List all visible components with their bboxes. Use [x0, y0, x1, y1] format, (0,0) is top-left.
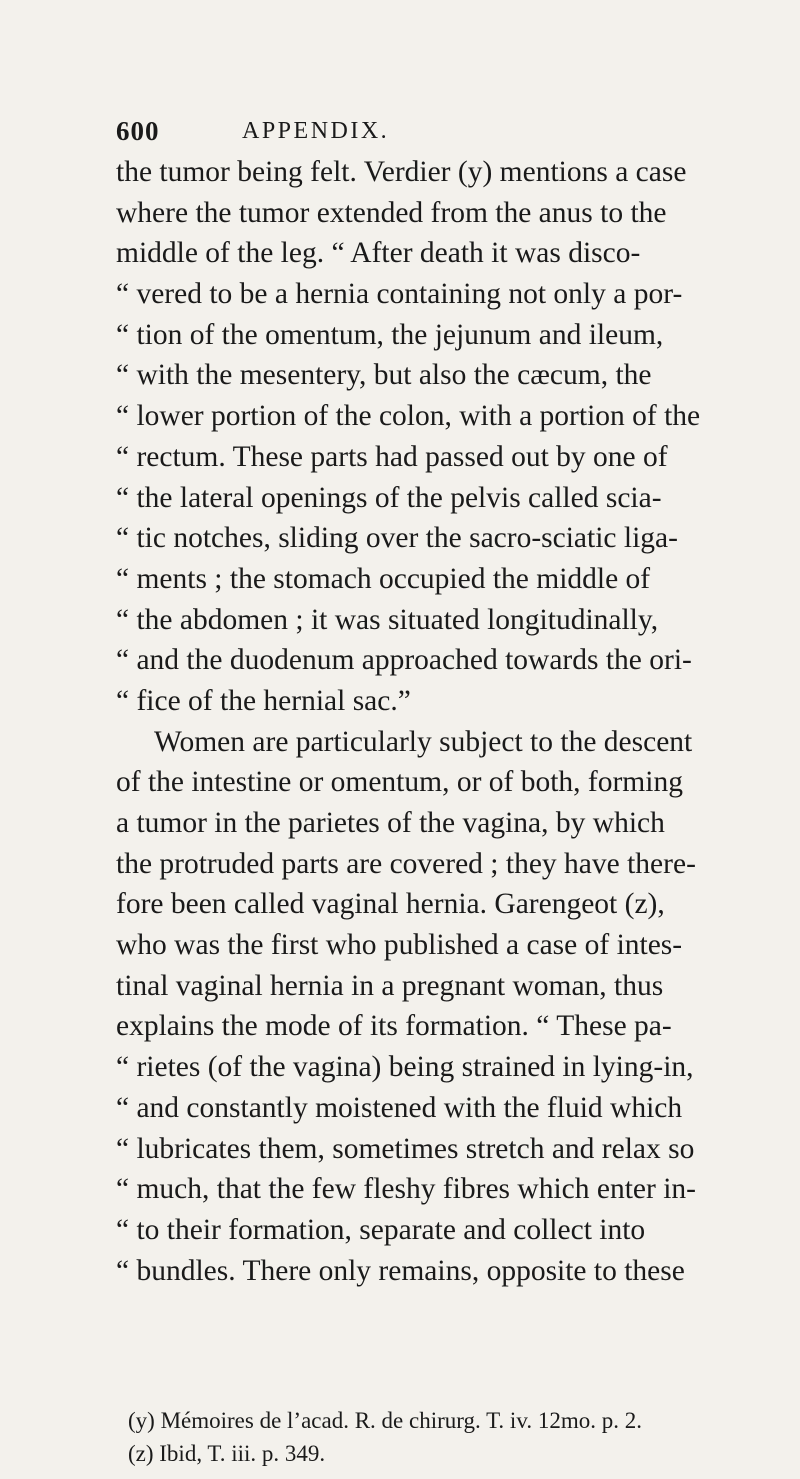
page-header	[116, 116, 726, 152]
text-line: “ lower portion of the colon, with a portion of the	[116, 400, 701, 433]
text-line: middle of the leg. “ After death it was disco-	[116, 237, 641, 270]
text-line: “ the abdomen ; it was situated longitudinally,	[116, 603, 659, 636]
text-line: of the intestine or omentum, or of both, forming	[116, 766, 683, 799]
footnote-z: (z) Ibid, T. iii. p. 349.	[128, 1441, 326, 1466]
running-head: APPENDIX.	[242, 118, 390, 144]
text-line: “ tion of the omentum, the jejunum and ileum,	[116, 318, 664, 351]
text-line: “ ments ; the stomach occupied the middle of	[116, 562, 651, 595]
text-line: the tumor being felt. Verdier (y) mentions a case	[116, 156, 687, 188]
text-line: “ fice of the hernial sac.”	[116, 684, 411, 717]
text-line: who was the first who published a case of intes-	[116, 929, 683, 962]
text-line: a tumor in the parietes of the vagina, by which	[116, 807, 665, 839]
body-text	[116, 152, 728, 1291]
text-line: “ bundles. There only remains, opposite to these	[116, 1254, 685, 1287]
text-line: “ with the mesentery, but also the cæcum, the	[116, 359, 652, 392]
text-line: “ much, that the few fleshy fibres which enter in-	[116, 1173, 696, 1206]
footnote-y: (y) Mémoires de l’acad. R. de chirurg. T. iv. 12mo. p. 2.	[128, 1408, 642, 1433]
page-number: 600	[116, 116, 160, 146]
text-line: “ and the duodenum approached towards the ori-	[116, 644, 692, 677]
text-line: fore been called vaginal hernia. Garengeot (z),	[116, 888, 665, 921]
text-line: “ tic notches, sliding over the sacro-sciatic liga-	[116, 522, 678, 555]
text-line: “ the lateral openings of the pelvis called scia-	[116, 481, 662, 514]
text-line: “ lubricates them, sometimes stretch and relax so	[116, 1132, 695, 1165]
footnotes	[128, 1404, 728, 1470]
text-line: where the tumor extended from the anus to the	[116, 196, 667, 229]
text-line: “ rietes (of the vagina) being strained in lying-in,	[116, 1051, 694, 1084]
text-line: tinal vaginal hernia in a pregnant woman, thus	[116, 969, 664, 1002]
paragraph-first-line: Women are particularly subject to the descent	[154, 725, 693, 758]
text-line: explains the mode of its formation. “ These pa-	[116, 1010, 672, 1043]
text-line: “ rectum. These parts had passed out by one of	[116, 440, 668, 473]
text-line: “ and constantly moistened with the fluid which	[116, 1091, 683, 1124]
text-line: the protruded parts are covered ; they have there-	[116, 847, 696, 880]
text-line: “ vered to be a hernia containing not only a por-	[116, 278, 683, 311]
text-line: “ to their formation, separate and collect into	[116, 1213, 646, 1246]
